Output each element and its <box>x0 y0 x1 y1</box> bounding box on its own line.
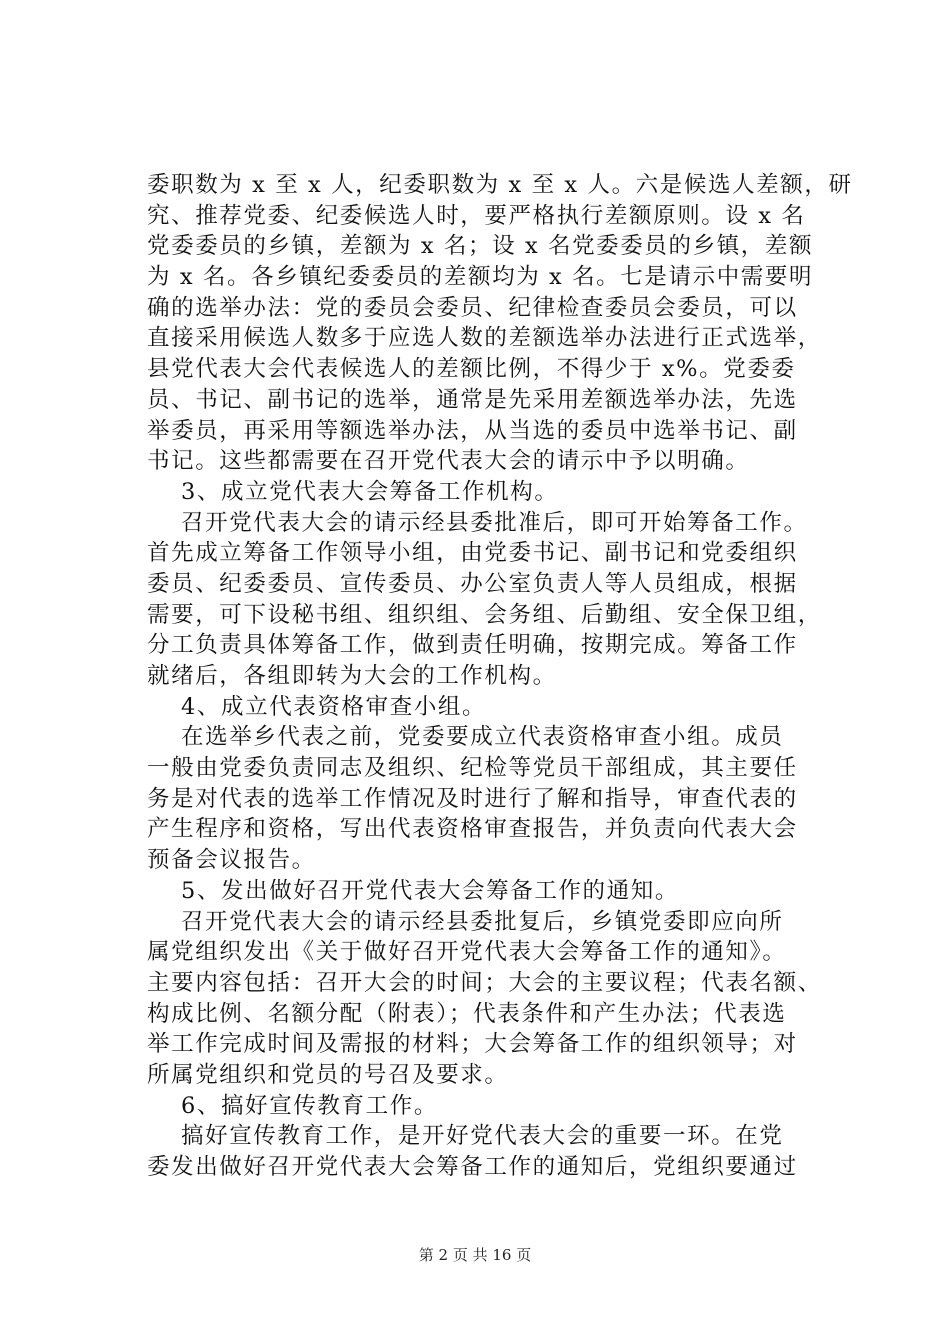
text-line: 需要，可下设秘书组、组织组、会务组、后勤组、安全保卫组， <box>147 601 822 628</box>
text-line: 委员、纪委委员、宣传委员、办公室负责人等人员组成，根据 <box>147 570 798 597</box>
text-line: 6、搞好宣传教育工作。 <box>181 1092 438 1119</box>
text-line: 召开党代表大会的请示经县委批准后，即可开始筹备工作。 <box>181 509 808 536</box>
text-line: 预备会议报告。 <box>147 847 316 874</box>
text-line: 为 x 名。各乡镇纪委委员的差额均为 x 名。七是请示中需要明 <box>147 264 814 291</box>
text-line: 举委员，再采用等额选举办法，从当选的委员中选举书记、副 <box>147 417 798 444</box>
text-line: 4、成立代表资格审查小组。 <box>181 693 487 720</box>
text-line: 就绪后，各组即转为大会的工作机构。 <box>147 663 557 689</box>
text-line: 所属党组织和党员的号召及要求。 <box>147 1061 509 1088</box>
text-line: 在选举乡代表之前，党委要成立代表资格审查小组。成员 <box>181 724 784 751</box>
text-line: 构成比例、名额分配（附表）；代表条件和产生办法；代表选 <box>147 1000 787 1027</box>
page-number-footer: 第 2 页 共 16 页 <box>418 1246 532 1264</box>
text-line: 召开党代表大会的请示经县委批复后，乡镇党委即应向所 <box>181 908 784 935</box>
text-line: 首先成立筹备工作领导小组，由党委书记、副书记和党委组织 <box>147 540 798 567</box>
document-body <box>147 170 853 1183</box>
text-line: 确的选举办法：党的委员会委员、纪律检查委员会委员，可以 <box>147 294 798 321</box>
text-line: 务是对代表的选举工作情况及时进行了解和指导，审查代表的 <box>147 785 798 812</box>
text-line: 举工作完成时间及需报的材料；大会筹备工作的组织领导；对 <box>147 1031 798 1058</box>
text-line: 主要内容包括：召开大会的时间；大会的主要议程；代表名额、 <box>147 969 822 996</box>
text-line: 委发出做好召开党代表大会筹备工作的通知后，党组织要通过 <box>147 1154 798 1180</box>
text-line: 书记。这些都需要在召开党代表大会的请示中予以明确。 <box>147 448 750 475</box>
text-line: 属党组织发出《关于做好召开党代表大会筹备工作的通知》。 <box>147 939 787 966</box>
text-line: 产生程序和资格，写出代表资格审查报告，并负责向代表大会 <box>147 816 798 843</box>
text-line: 员、书记、副书记的选举，通常是先采用差额选举办法，先选 <box>147 386 798 413</box>
text-line: 究、推荐党委、纪委候选人时，要严格执行差额原则。设 x 名 <box>147 202 806 229</box>
text-line: 委职数为 x 至 x 人，纪委职数为 x 至 x 人。六是候选人差额，研 <box>147 172 853 198</box>
text-line: 县党代表大会代表候选人的差额比例，不得少于 x%。党委委 <box>147 356 796 383</box>
text-line: 一般由党委负责同志及组织、纪检等党员干部组成，其主要任 <box>147 755 798 782</box>
text-line: 分工负责具体筹备工作，做到责任明确，按期完成。筹备工作 <box>147 632 798 659</box>
text-line: 3、成立党代表大会筹备工作机构。 <box>181 478 559 505</box>
text-line: 5、发出做好召开党代表大会筹备工作的通知。 <box>181 877 679 904</box>
text-line: 党委委员的乡镇，差额为 x 名；设 x 名党委委员的乡镇，差额 <box>147 233 814 260</box>
text-line: 直接采用候选人数多于应选人数的差额选举办法进行正式选举， <box>147 325 822 352</box>
text-line: 搞好宣传教育工作，是开好党代表大会的重要一环。在党 <box>181 1123 784 1150</box>
